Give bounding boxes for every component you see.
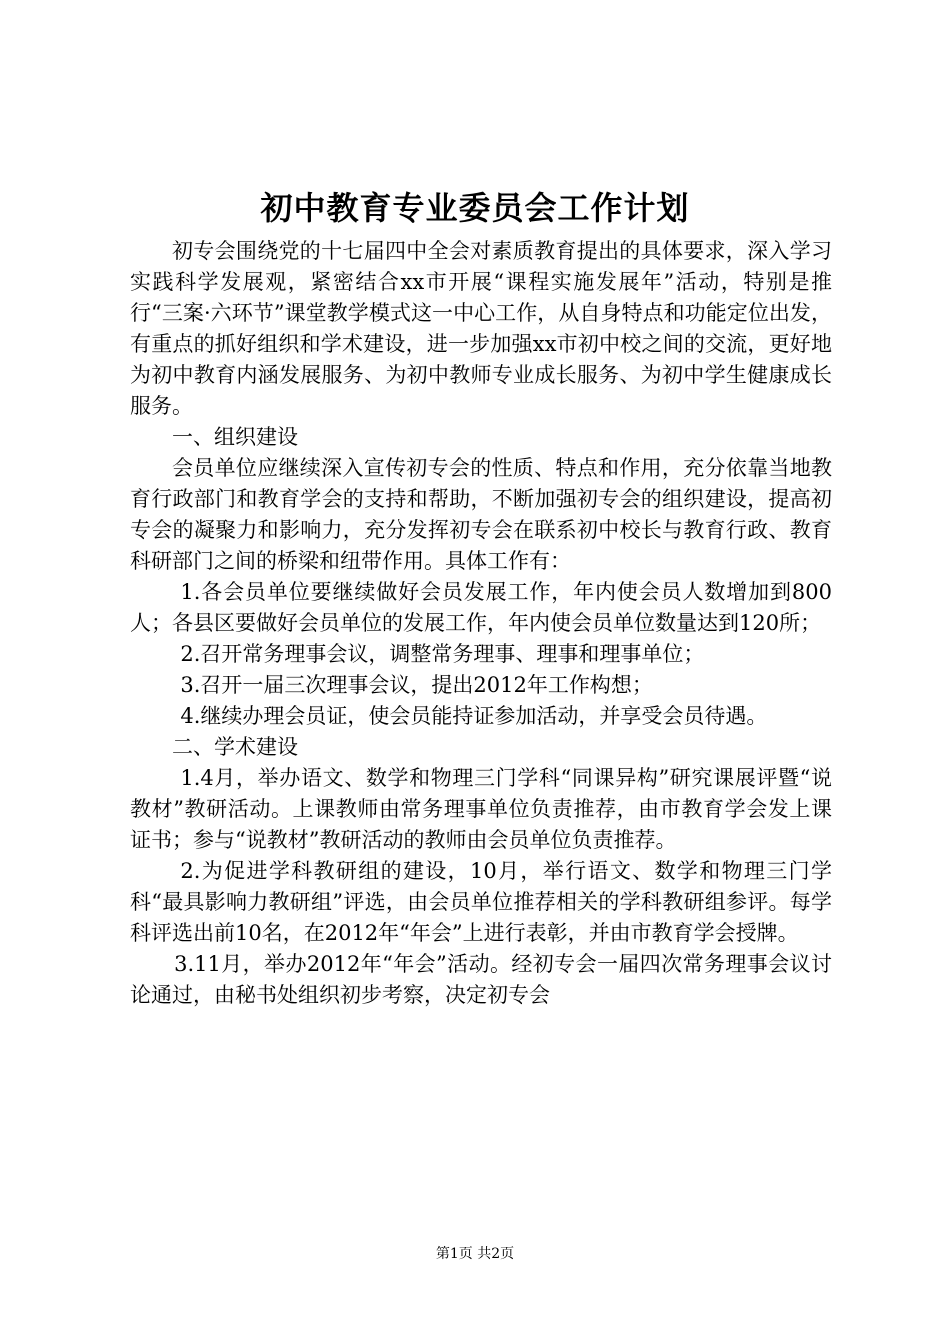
- section-heading-organization: 一、组织建设: [172, 425, 298, 449]
- organization-item-3: 3.召开一届三次理事会议，提出2012年工作构想；: [180, 673, 653, 697]
- section-heading-academic: 二、学术建设: [172, 735, 298, 759]
- academic-item-1: 1.4月，举办语文、数学和物理三门学科“同课异构”研究课展评暨“说教材”教研活动。上课教师由常务理事单位负责推荐，由市教育学会发上课证书；参与“说教材”教研活动的教师由会员单位负责推荐。: [130, 766, 832, 852]
- academic-item-3: 3.11月，举办2012年“年会”活动。经初专会一届四次常务理事会议讨论通过，由秘书处组织初步考察，决定初专会: [130, 952, 832, 1007]
- organization-item-4: 4.继续办理会员证，使会员能持证参加活动，并享受会员待遇。: [180, 704, 768, 728]
- document-body: [130, 236, 832, 1011]
- organization-item-2: 2.召开常务理事会议，调整常务理事、理事和理事单位；: [180, 642, 705, 666]
- intro-paragraph: 初专会围绕党的十七届四中全会对素质教育提出的具体要求，深入学习实践科学发展观，紧密结合xx市开展“课程实施发展年”活动，特别是推行“三案·六环节”课堂教学模式这一中心工作，从自身特点和功能定位出发，有重点的抓好组织和学术建设，进一步加强xx市初中校之间的交流，更好地为初中教育内涵发展服务、为初中教师专业成长服务、为初中学生健康成长服务。: [130, 239, 832, 418]
- document-title: 初中教育专业委员会工作计划: [260, 189, 690, 227]
- academic-item-2: 2.为促进学科教研组的建设，10月，举行语文、数学和物理三门学科“最具影响力教研组”评选，由会员单位推荐相关的学科教研组参评。每学科评选出前10名，在2012年“年会”上进行表彰，并由市教育学会授牌。: [130, 859, 832, 945]
- organization-item-1: 1.各会员单位要继续做好会员发展工作，年内使会员人数增加到800人；各县区要做好会员单位的发展工作，年内使会员单位数量达到120所；: [130, 580, 832, 635]
- organization-paragraph: 会员单位应继续深入宣传初专会的性质、特点和作用，充分依靠当地教育行政部门和教育学会的支持和帮助，不断加强初专会的组织建设，提高初专会的凝聚力和影响力，充分发挥初专会在联系初中校长与教育行政、教育科研部门之间的桥梁和纽带作用。具体工作有：: [130, 456, 832, 573]
- page-footer: 第1页 共2页: [435, 1246, 515, 1262]
